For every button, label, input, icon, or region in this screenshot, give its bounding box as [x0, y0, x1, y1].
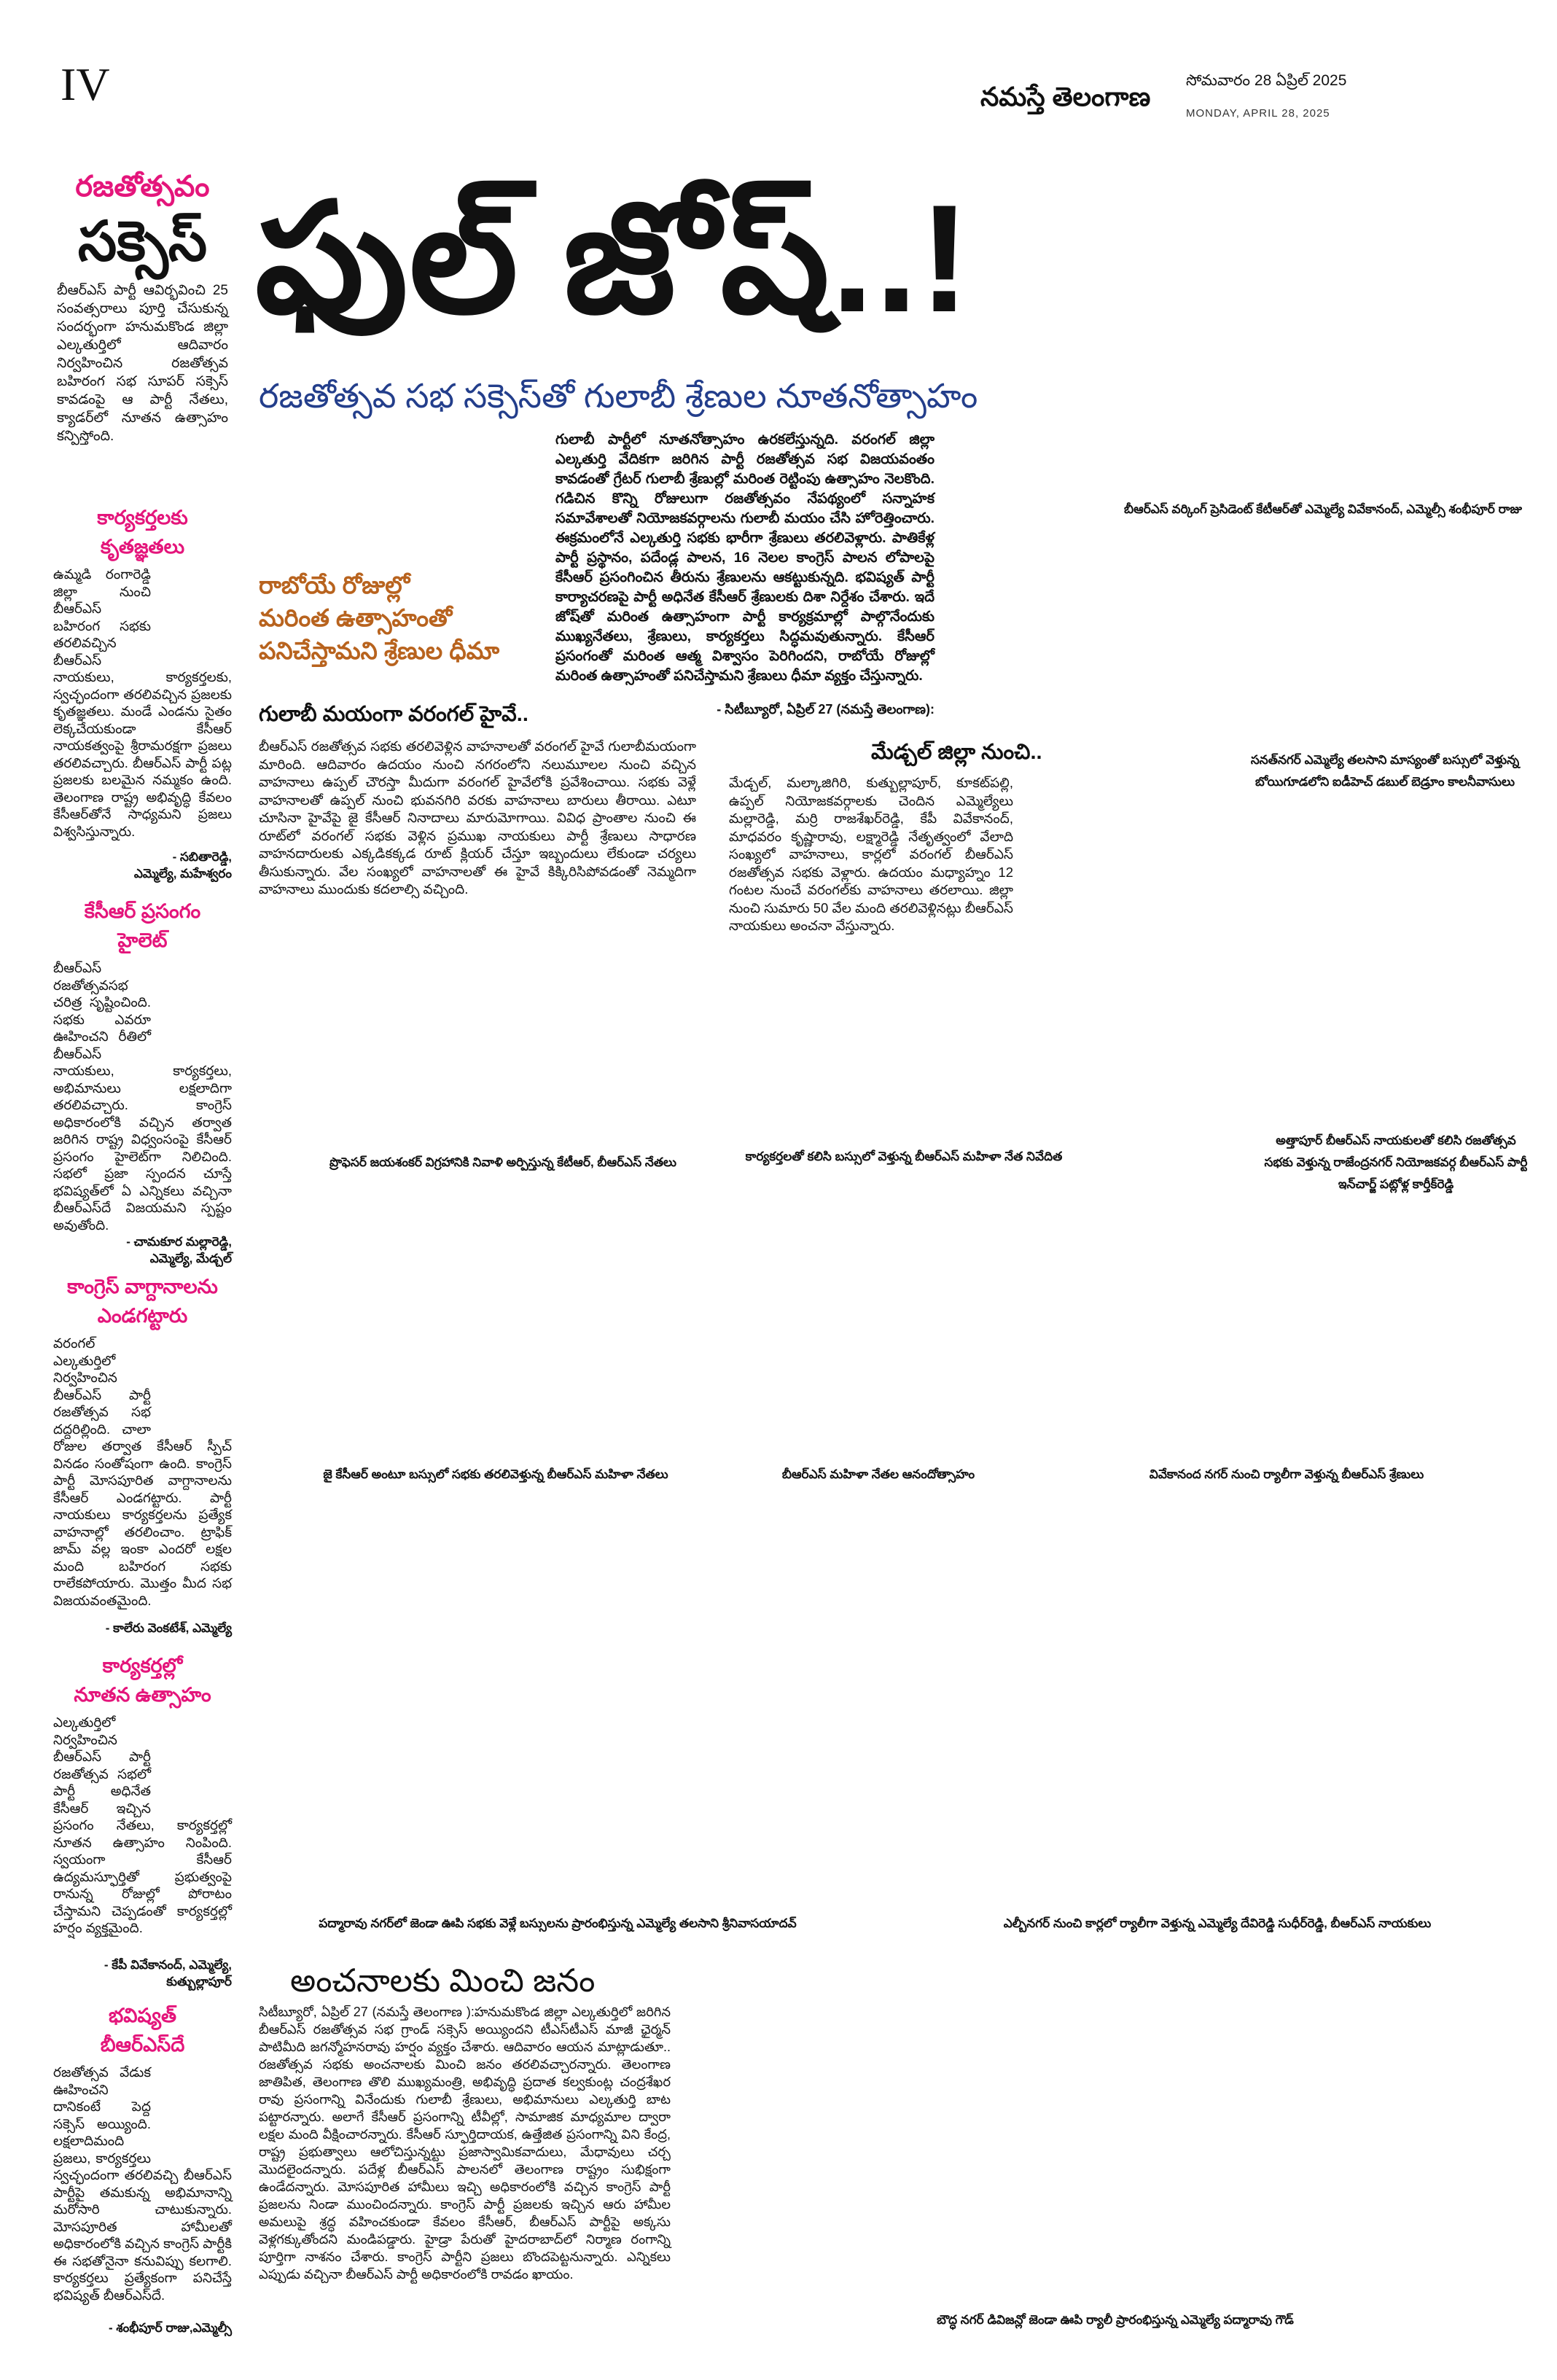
quote-heading-line: కార్యకర్తల్లో: [102, 1655, 183, 1677]
signature-line: - శంభీపూర్ రాజు,ఎమ్మెల్సీ: [108, 2321, 232, 2335]
date-telugu: సోమవారం 28 ఏప్రిల్ 2025: [1186, 72, 1347, 89]
pull-quote-line: రాబోయే రోజుల్లో: [259, 571, 410, 598]
quote-body: [53, 1714, 232, 1956]
quote-signature: [53, 2319, 232, 2336]
signature-line: ఎమ్మెల్యే, మేడ్చల్: [149, 1252, 232, 1265]
quote-heading-line: హైలెట్: [117, 929, 168, 951]
headshot-photo: [155, 959, 232, 1061]
dateline: - సిటీబ్యూరో, ఏప్రిల్ 27 (నమస్తే తెలంగాణ):: [717, 702, 934, 717]
story-body: బీఆర్ఎస్ రజతోత్సవ సభకు తరలివెళ్లిన వాహనాలతో వరంగల్ హైవే గులాబీమయంగా మారింది. ఆదివారం ఉదయం నుంచి నగరంలోని నలుమూలల నుంచి వచ్చిన వాహనాలు ఉప్పల్ చౌరస్తా మీదుగా వరంగల్ హైవేలోకి ప్రవేశించాయి. సభకు వెళ్లే వాహనాలతో ఉప్పల్ నుంచి భువనగిరి వరకు వాహనాలు బారులు తీరాయి. ఎటూ చూసినా హైవేపై జై కేసీఆర్ నినాదాలు మారుమోగాయి. వివిధ ప్రాంతాల నుంచి ఈ రూట్‌లో వరంగల్ సభకు వెళ్లిన ప్రముఖ నాయకులు పార్టీ శ్రేణులు సాధారణ వాహనదారులకు ఎక్కడికక్కడ రూట్ క్లియర్ చేస్తూ ఇబ్బందులు లేకుండా చర్యలు తీసుకున్నారు. వేల సంఖ్యలో వాహనాలతో ఈ హైవే కిక్కిరిసిపోవడంతో నెమ్మదిగా వాహనాలు ముందుకు కదలాల్సి వచ్చింది.: [259, 738, 696, 897]
sidebar-quote: [53, 897, 232, 1265]
masthead-logo: నమస్తే తెలంగాణ: [980, 82, 1151, 112]
headshot-photo: [155, 2064, 232, 2166]
page-number: IV: [61, 58, 110, 110]
quote-heading-line: ఎండగట్టారు: [97, 1305, 188, 1327]
story-body: మేడ్చల్, మల్కాజిగిరి, కుత్బుల్లాపూర్, కూకట్‌పల్లి, ఉప్పల్ నియోజకవర్గాలకు చెందిన ఎమ్మెల్యేలు మల్లారెడ్డి, మర్రి రాజశేఖర్‌రెడ్డి, కేపీ వివేకానంద్, మాధవరం కృష్ణారావు, లక్ష్మారెడ్డి నేతృత్వంలో వేలాది సంఖ్యలో వాహనాలు, కార్లలో వరంగల్ బీఆర్ఎస్ రజతోత్సవ సభకు వెళ్లారు. ఉదయం మధ్యాహ్నం 12 గంటల నుంచే వరంగల్‌కు వాహనాలు తరలాయి. జిల్లా నుంచి సుమారు 50 వేల మంది తరలివెళ్లినట్లు బీఆర్ఎస్ నాయకులు అంచనా వేస్తున్నారు.: [729, 775, 1013, 933]
quote-text: ఎల్కతుర్తిలో నిర్వహించిన బీఆర్ఎస్ పార్టీ రజతోత్సవ సభలో పార్టీ అధినేత కేసీఆర్ ఇచ్చిన ప్రసంగం నేతలు, కార్యకర్తల్లో నూతన ఉత్సాహం నింపింది. స్వయంగా కేసీఆర్ ఉద్యమస్ఫూర్తితో ప్రభుత్వంపై రానున్న రోజుల్లో పోరాటం చేస్తామని చెప్పడంతో కార్యకర్తల్లో హర్షం వ్యక్తమైంది.: [53, 1714, 232, 1935]
photo-caption: ప్రొఫెసర్ జయశంకర్ విగ్రహానికి నివాళి అర్పిస్తున్న కేటీఆర్, బీఆర్ఎస్ నేతలు: [329, 1155, 676, 1169]
story-heading: మేడ్చల్ జిల్లా నుంచి..: [871, 741, 1042, 764]
quote-text: వరంగల్ ఎల్కతుర్తిలో నిర్వహించిన బీఆర్ఎస్ పార్టీ రజతోత్సవ సభ దద్దరిల్లింది. చాలా రోజుల తర్వాత కేసీఆర్ స్పీచ్ వినడం సంతోషంగా ఉంది. కాంగ్రెస్ పార్టీ మోసపూరిత వాగ్దానాలను కేసీఆర్ ఎండగట్టారు. పార్టీ నాయకులు కార్యకర్తలను ప్రత్యేక వాహనాల్లో తరలించాం. ట్రాఫిక్ జామ్ వల్ల ఇంకా ఎందరో లక్షల మంది బహిరంగ సభకు రాలేకపోయారు. మొత్తం మీద సభ విజయవంతమైంది.: [53, 1335, 232, 1608]
date-english: MONDAY, APRIL 28, 2025: [1186, 107, 1330, 120]
sidebar-quote: [53, 1651, 232, 1990]
quote-text: రజతోత్సవ వేడుక ఊహించని దానికంటే పెద్ద సక్సెస్ అయ్యింది. లక్షలాదిమంది ప్రజలు, కార్యకర్తలు స్వచ్ఛందంగా తరలివచ్చి బీఆర్ఎస్ పార్టీపై తమకున్న అభిమానాన్ని మరోసారి చాటుకున్నారు. మోసపూరిత హామీలతో అధికారంలోకి వచ్చిన కాంగ్రెస్ పార్టీకి ఈ సభతోనైనా కనువిప్పు కలగాలి. కార్యకర్తలు ప్రత్యేకంగా పనిచేస్తే భవిష్యత్ బీఆర్ఎస్‌దే.: [53, 2064, 232, 2303]
sidebar-intro: బీఆర్ఎస్ పార్టీ ఆవిర్భవించి 25 సంవత్సరాలు పూర్తి చేసుకున్న సందర్భంగా హనుమకొండ జిల్లా ఎల్కతుర్తిలో ఆదివారం నిర్వహించిన రజతోత్సవ బహిరంగ సభ సూపర్ సక్సెస్ కావడంపై ఆ పార్టీ నేతలు, క్యాడర్‌లో నూతన ఉత్సాహం కన్పిస్తోంది.: [57, 283, 228, 444]
photo-caption: బౌద్ధ నగర్ డివిజన్లో జెండా ఊపి ర్యాలీ ప్రారంభిస్తున్న ఎమ్మెల్యే పద్మారావు గౌడ్: [937, 2313, 1294, 2327]
photo-caption: ఎల్బీనగర్ నుంచి కార్లలో ర్యాలీగా వెళ్తున్న ఎమ్మెల్యే దేవిరెడ్డి సుధీర్‌రెడ్డి, బీఆర్ఎస్ నాయకులు: [1003, 1916, 1432, 1930]
main-headline: ఫుల్ జోష్..!: [255, 173, 972, 344]
quote-heading-line: కేసీఆర్ ప్రసంగం: [84, 900, 201, 922]
quote-heading: [53, 2001, 232, 2059]
sidebar-title: సక్సెస్: [77, 211, 208, 273]
photo-caption: అత్తాపూర్ బీఆర్ఎస్ నాయకులతో కలిసి రజతోత్సవ సభకు వెళ్తున్న రాజేంద్రనగర్ నియోజకవర్గ బీఆర్ఎస్ పార్టీ ఇన్‌చార్జ్ పట్లోళ్ల కార్తీక్‌రెడ్డి: [1264, 1134, 1528, 1191]
quote-heading-line: నూతన ఉత్సాహం: [74, 1684, 211, 1706]
story-body: సిటీబ్యూరో, ఏప్రిల్ 27 (నమస్తే తెలంగాణ ):హనుమకొండ జిల్లా ఎల్కతుర్తిలో జరిగిన బీఆర్ఎస్ రజతోత్సవ సభ గ్రాండ్ సక్సెస్ అయ్యిందని టీఎస్‌టీఎస్ మాజీ ఛైర్మన్ పాటిమీది జగన్మోహనరావు హర్షం వ్యక్తం చేశారు. ఆదివారం ఆయన మాట్లాడుతూ.. రజతోత్సవ సభకు అంచనాలకు మించి జనం తరలివచ్చారన్నారు. తెలంగాణ జాతిపిత, తెలంగాణ తొలి ముఖ్యమంత్రి, అభివృద్ధి ప్రదాత కల్వకుంట్ల చంద్రశేఖర రావు ప్రసంగాన్ని వినేందుకు గులాబీ శ్రేణులు, అభిమానులు ఎల్కతుర్తి బాట పట్టారన్నారు. అలాగే కేసీఆర్ ప్రసంగాన్ని టీవీల్లో, సామాజిక మాధ్యమాల ద్వారా లక్షల మంది వీక్షించారన్నారు. కేసీఆర్ స్ఫూర్తిదాయక, ఉత్తేజిత ప్రసంగాన్ని విని కేంద్ర, రాష్ట్ర ప్రభుత్వాలు ఆలోచిస్తున్నట్టు ప్రజాస్వామికవాదులు, మేధావులు చర్చ మొదలైందన్నారు. పదేళ్ల బీఆర్ఎస్ పాలనలో తెలంగాణ రాష్ట్రం సుభిక్షంగా ఉండేదన్నారు. మోసపూరిత హామీలు ఇచ్చి అధికారంలోకి వచ్చిన కాంగ్రెస్ పార్టీ ప్రజలను నిండా ముంచిందన్నారు. కాంగ్రెస్ పార్టీ ప్రజలకు ఇచ్చిన ఆరు హామీల అమలుపై శ్రద్ధ వహించకుండా కేవలం కేసీఆర్, బీఆర్ఎస్ పార్టీపై అక్కసు వెళ్లగక్కుతోందని మండిపడ్డారు. హైడ్రా పేరుతో హైదరాబాద్‌లో నిర్మాణ రంగాన్ని పూర్తిగా నాశనం చేశారు. కాంగ్రెస్ పార్టీని ప్రజలు బొందపెట్టనున్నారు. ఎన్నికలు ఎప్పుడు వచ్చినా బీఆర్ఎస్ పార్టీ అధికారంలోకి రావడం ఖాయం.: [259, 2005, 671, 2282]
headshot-photo: [155, 1335, 232, 1437]
quote-text: బీఆర్ఎస్ రజతోత్సవసభ చరిత్ర సృష్టించింది. సభకు ఎవరూ ఊహించని రీతిలో బీఆర్ఎస్ నాయకులు, కార్యకర్తలు, అభిమానులు లక్షలాదిగా తరలివచ్చారు. కాంగ్రెస్ అధికారంలోకి వచ్చిన తర్వాత జరిగిన రాష్ట్ర విధ్వంసంపై కేసీఆర్ ప్రసంగం హైలెట్‌గా నిలిచింది. సభలో ప్రజా స్పందన చూస్తే భవిష్యత్‌లో ఏ ఎన్నికలు వచ్చినా బీఆర్ఎస్‌దే విజయమని స్పష్టం అవుతోంది.: [53, 960, 232, 1233]
quote-heading-line: బీఆర్ఎస్‌దే: [100, 2034, 185, 2056]
pull-quote-line: మరింత ఉత్సాహంతో: [259, 604, 453, 631]
quote-heading-line: కార్యకర్తలకు: [97, 507, 188, 528]
quote-heading: [53, 503, 232, 561]
quote-signature: [53, 1620, 232, 1636]
photo-caption: బీఆర్ఎస్ వర్కింగ్ ప్రెసిడెంట్ కేటీఆర్‌తో ఎమ్మెల్యే వివేకానంద్, ఎమ్మెల్సీ శంభీపూర్ రాజు: [1124, 502, 1522, 516]
quote-heading-line: భవిష్యత్: [109, 2005, 176, 2026]
quote-text: ఉమ్మడి రంగారెడ్డి జిల్లా నుంచి బీఆర్ఎస్ బహిరంగ సభకు తరలివచ్చిన బీఆర్ఎస్ నాయకులు, కార్యకర్తలకు, స్వచ్ఛందంగా తరలివచ్చిన ప్రజలకు కృతజ్ఞతలు. మండే ఎండను సైతం లెక్కచేయకుండా కేసీఆర్ నాయకత్వంపై శ్రీరామరక్షగా ప్రజలు తరలివచ్చారు. బీఆర్ఎస్ పార్టీ పట్ల ప్రజలకు బలమైన నమ్మకం ఉంది. తెలంగాణ రాష్ట్ర అభివృద్ధి కేవలం కేసీఆర్‌తోనే సాధ్యమని ప్రజలు విశ్వసిస్తున్నారు.: [53, 566, 232, 839]
quote-heading: [53, 1651, 232, 1709]
quote-body: [53, 1335, 232, 1620]
signature-line: - సబితారెడ్డి,: [172, 850, 232, 864]
quote-heading: [53, 1272, 232, 1330]
quote-body: [53, 2064, 232, 2319]
headshot-photo: [155, 566, 232, 668]
quote-signature: [53, 1956, 232, 1990]
pull-quote-line: పనిచేస్తామని శ్రేణుల ధీమా: [259, 637, 500, 664]
story-heading: గులాబీ మయంగా వరంగల్ హైవే..: [259, 703, 528, 726]
photo-caption: సనత్‌నగర్ ఎమ్మెల్యే తలసాని మాస్యంతో బస్సులో వెళ్తున్న బోయిగూడలోని ఐడీహెచ్ డబుల్ బెడ్రూం కాలనీవాసులు: [1250, 753, 1520, 789]
signature-line: ఎమ్మెల్యే, మహేశ్వరం: [133, 867, 232, 881]
sidebar-kicker: రజతోత్సవం: [75, 171, 210, 203]
story-heading: అంచనాలకు మించి జనం: [290, 1963, 596, 1999]
quote-heading-line: కాంగ్రెస్ వాగ్దానాలను: [67, 1276, 218, 1298]
photo-caption: పద్మారావు నగర్‌లో జెండా ఊపి సభకు వెళ్లే బస్సులను ప్రారంభిస్తున్న ఎమ్మెల్యే తలసాని శ్రీనివాసయాదవ్: [319, 1916, 797, 1930]
quote-heading-line: కృతజ్ఞతలు: [100, 536, 185, 558]
signature-line: కుత్బుల్లాపూర్: [166, 1975, 232, 1989]
quote-body: [53, 566, 232, 848]
quote-signature: [53, 1233, 232, 1267]
sidebar-quote: [53, 503, 232, 882]
headshot-photo: [155, 1714, 232, 1816]
sidebar-quote: [53, 1272, 232, 1636]
photo-caption: బీఆర్ఎస్ మహిళా నేతల ఆనందోత్సాహం: [781, 1467, 975, 1481]
signature-line: - చామకూర మల్లారెడ్డి,: [126, 1235, 232, 1249]
quote-signature: [53, 848, 232, 882]
photo-caption: జై కేసీఆర్ అంటూ బస్సులో సభకు తరలివెళ్తున్న బీఆర్ఎస్ మహిళా నేతలు: [323, 1467, 668, 1481]
photo-caption: వివేకానంద నగర్ నుంచి ర్యాలీగా వెళ్తున్న బీఆర్ఎస్ శ్రేణులు: [1149, 1467, 1424, 1481]
photo-caption: కార్యకర్తలతో కలిసి బస్సులో వెళ్తున్న బీఆర్ఎస్ మహిళా నేత నివేదిత: [745, 1150, 1063, 1163]
sub-headline: రజతోత్సవ సభ సక్సెస్‌తో గులాబీ శ్రేణుల నూతనోత్సాహం: [259, 377, 978, 415]
signature-line: - కేపీ వివేకానంద్, ఎమ్మెల్యే,: [104, 1958, 232, 1972]
quote-heading: [53, 897, 232, 955]
signature-line: - కాలేరు వెంకటేశ్, ఎమ్మెల్యే: [105, 1621, 232, 1635]
pull-quote: [259, 569, 521, 671]
sidebar-quote: [53, 2001, 232, 2336]
lead-paragraph: గులాబీ పార్టీలో నూతనోత్సాహం ఉరకలేస్తున్నది. వరంగల్ జిల్లా ఎల్కతుర్తి వేదికగా జరిగిన పార్టీ రజతోత్సవ సభ విజయవంతం కావడంతో గ్రేటర్ గులాబీ శ్రేణుల్లో మరింత రెట్టింపు ఉత్సాహం నెలకొంది. గడిచిన కొన్ని రోజులుగా రజతోత్సవం నేపథ్యంలో సన్నాహక సమావేశాలతో నియోజకవర్గాలను గులాబీ మయం చేసి హోరెత్తించారు. ఈక్రమంలోనే ఎల్కతుర్తి సభకు భారీగా శ్రేణులు తరలివెళ్లారు. పాతికేళ్ల పార్టీ ప్రస్థానం, పదేండ్ల పాలన, 16 నెలల కాంగ్రెస్ పాలన లోపాలపై కేసీఆర్ ప్రసంగించిన తీరును శ్రేణులను ఆకట్టుకున్నది. భవిష్యత్ పార్టీ కార్యాచరణపై పార్టీ అధినేత కేసీఆర్ శ్రేణులకు దిశా నిర్దేశం చేశారు. ఇదే జోష్‌తో మరింత ఉత్సాహంగా పార్టీ కార్యక్రమాల్లో పాల్గొనేందుకు ముఖ్యనేతలు, శ్రేణులు, కార్యకర్తలు సిద్ధమవుతున్నారు. కేసీఆర్ ప్రసంగంతో మరింత ఆత్మ విశ్వాసం పెరిగిందని, రాబోయే రోజుల్లో మరింత ఉత్సాహంతో పనిచేస్తామని శ్రేణులు ధీమా వ్యక్తం చేస్తున్నారు.: [555, 432, 934, 684]
quote-body: [53, 959, 232, 1233]
